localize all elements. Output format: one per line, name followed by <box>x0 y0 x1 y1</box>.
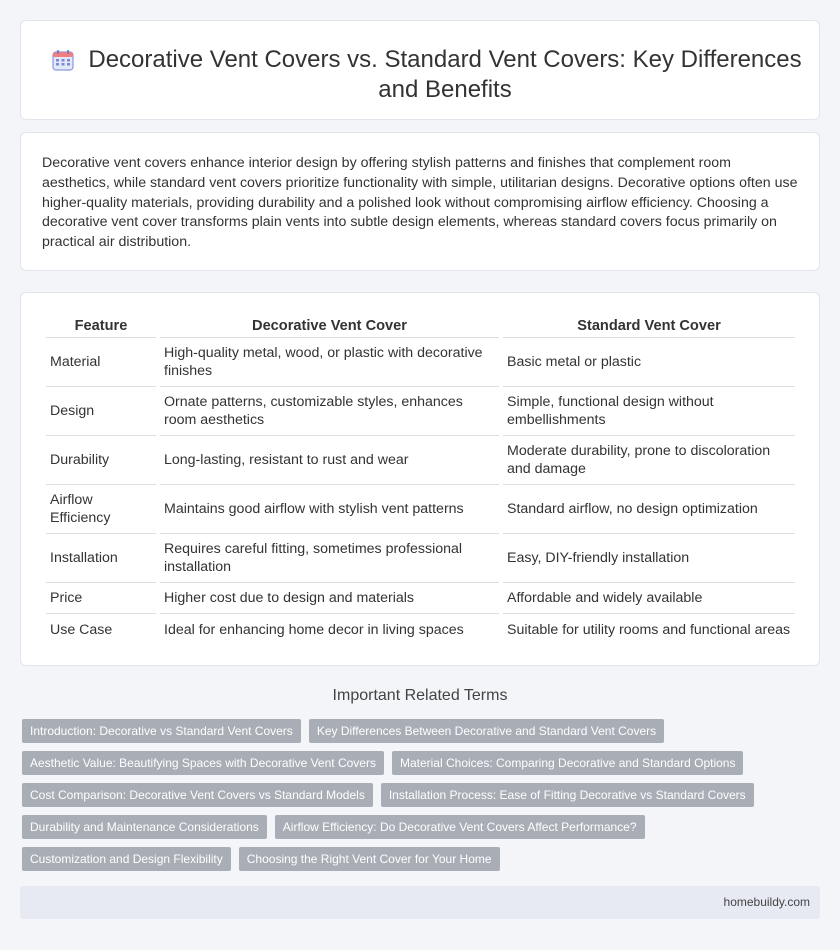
cell-decorative: Long-lasting, resistant to rust and wear <box>160 436 499 485</box>
related-term-tag[interactable]: Cost Comparison: Decorative Vent Covers vs Standard Models <box>22 783 373 807</box>
table-row <box>46 534 795 583</box>
intro-card <box>20 132 820 271</box>
header-decorative: Decorative Vent Cover <box>160 315 499 338</box>
cell-standard: Easy, DIY-friendly installation <box>503 534 795 583</box>
cell-decorative: Ornate patterns, customizable styles, enhances room aesthetics <box>160 387 499 436</box>
cell-decorative: Higher cost due to design and materials <box>160 583 499 614</box>
cell-standard: Moderate durability, prone to discoloration and damage <box>503 436 795 485</box>
cell-standard: Basic metal or plastic <box>503 338 795 387</box>
intro-paragraph: Decorative vent covers enhance interior design by offering stylish patterns and finishes that complement room aesthetics, while standard vent covers prioritize functionality with simple, utilitarian designs. Decorative options often use higher-quality materials, providing durability and a polished look without compromising airflow efficiency. Choosing a decorative vent cover transforms plain vents into subtle design elements, whereas standard covers focus primarily on practical air distribution. <box>42 155 798 251</box>
cell-decorative: Maintains good airflow with stylish vent patterns <box>160 485 499 534</box>
header-feature: Feature <box>46 315 156 338</box>
page-title: Decorative Vent Covers vs. Standard Vent Covers: Key Differences and Benefits <box>88 46 802 103</box>
related-term-tag[interactable]: Customization and Design Flexibility <box>22 847 231 871</box>
tag-row <box>22 751 812 775</box>
cell-feature: Price <box>46 583 156 614</box>
cell-feature: Design <box>46 387 156 436</box>
cell-standard: Suitable for utility rooms and functional areas <box>507 621 791 638</box>
related-terms-tags <box>22 719 812 879</box>
tag-row <box>22 847 812 871</box>
cell-feature: Installation <box>46 534 156 583</box>
cell-decorative: High-quality metal, wood, or plastic with decorative finishes <box>160 338 499 387</box>
related-term-tag[interactable]: Durability and Maintenance Considerations <box>22 815 267 839</box>
related-term-tag[interactable]: Choosing the Right Vent Cover for Your Home <box>239 847 500 871</box>
tag-row <box>22 719 812 743</box>
cell-feature: Use Case <box>50 621 113 638</box>
comparison-table <box>42 315 799 645</box>
table-row <box>46 387 795 436</box>
calendar-icon <box>51 48 75 72</box>
table-row <box>46 614 795 645</box>
cell-standard: Simple, functional design without embellishments <box>503 387 795 436</box>
related-term-tag[interactable]: Airflow Efficiency: Do Decorative Vent Covers Affect Performance? <box>275 815 645 839</box>
cell-decorative: Ideal for enhancing home decor in living spaces <box>164 621 464 638</box>
table-row <box>46 436 795 485</box>
related-terms-title: Important Related Terms <box>332 687 508 704</box>
cell-feature: Airflow Efficiency <box>46 485 156 534</box>
cell-feature: Material <box>46 338 156 387</box>
related-term-tag[interactable]: Material Choices: Comparing Decorative and Standard Options <box>392 751 744 775</box>
table-row <box>46 485 795 534</box>
related-term-tag[interactable]: Key Differences Between Decorative and Standard Vent Covers <box>309 719 664 743</box>
footer <box>20 886 820 919</box>
cell-standard: Affordable and widely available <box>503 583 795 614</box>
related-term-tag[interactable]: Installation Process: Ease of Fitting Decorative vs Standard Covers <box>381 783 754 807</box>
footer-site-link[interactable]: homebuildy.com <box>723 895 810 909</box>
cell-feature: Durability <box>46 436 156 485</box>
table-row <box>46 583 795 614</box>
tag-row <box>22 783 812 807</box>
table-row <box>46 338 795 387</box>
cell-decorative: Requires careful fitting, sometimes professional installation <box>160 534 499 583</box>
related-term-tag[interactable]: Introduction: Decorative vs Standard Vent Covers <box>22 719 301 743</box>
table-header-row <box>46 315 795 338</box>
header-standard: Standard Vent Cover <box>503 315 795 338</box>
header-card <box>20 20 820 120</box>
comparison-table-card <box>20 292 820 666</box>
cell-standard: Standard airflow, no design optimization <box>503 485 795 534</box>
tag-row <box>22 815 812 839</box>
related-term-tag[interactable]: Aesthetic Value: Beautifying Spaces with Decorative Vent Covers <box>22 751 384 775</box>
